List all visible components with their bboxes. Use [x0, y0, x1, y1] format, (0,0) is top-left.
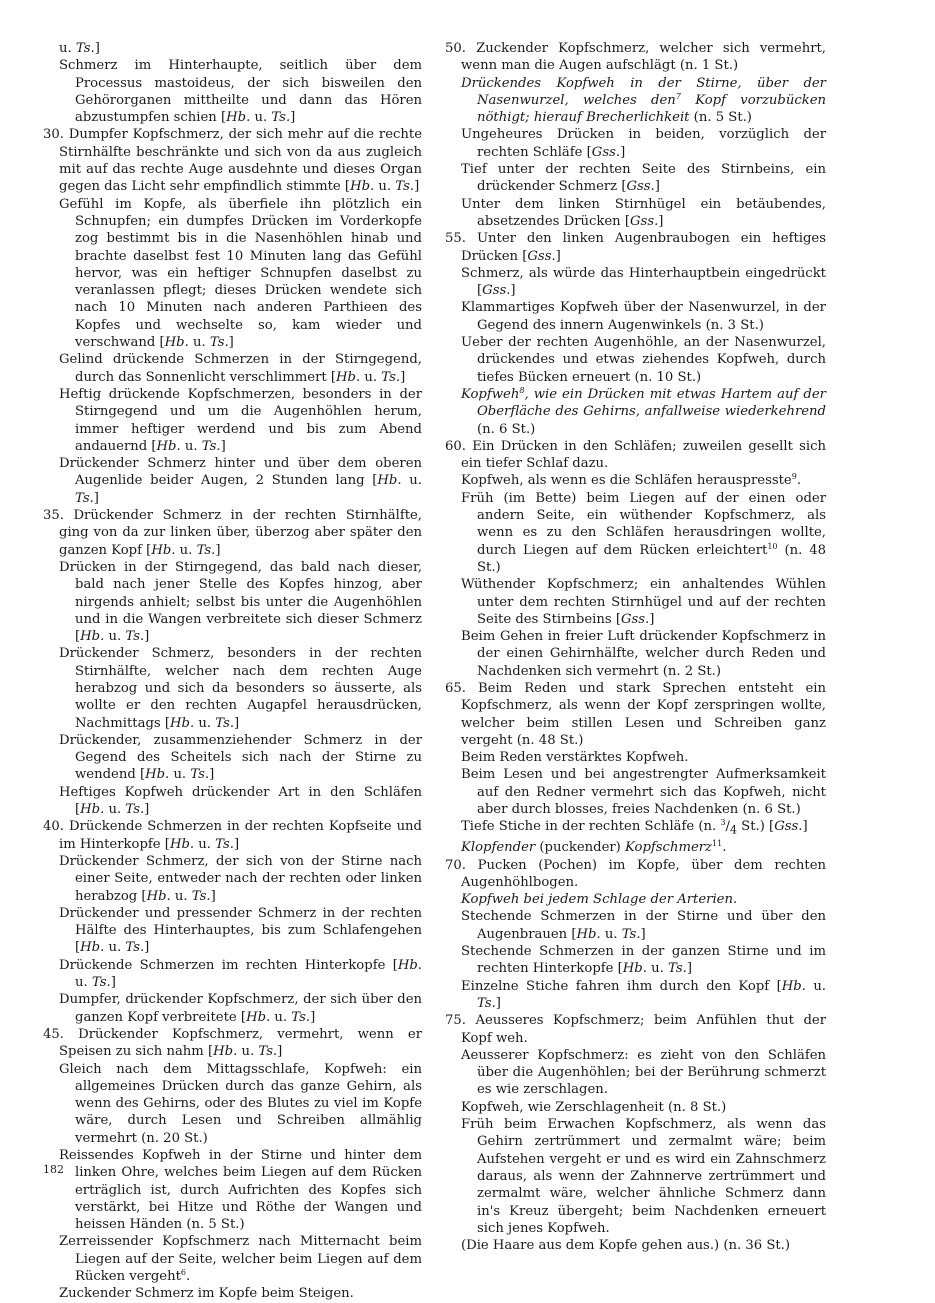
symptom-entry: Heftig drückende Kopfschmerzen, besonders in der Stirngegend und um die Augenhöhlen herum, immer heftiger werdend und bis zum Abend andauernd [Hb. u. Ts.]: [59, 386, 422, 454]
symptom-entry-numbered: 45. Drückender Kopfschmerz, vermehrt, wenn er Speisen zu sich nahm [Hb. u. Ts.]: [43, 1026, 422, 1060]
symptom-entry-numbered: 55. Unter den linken Augenbraubogen ein heftiges Drücken [Gss.]: [445, 231, 826, 264]
symptom-entry: Tiefe Stiche in der rechten Schläfe (n. $^3/_4$ St.) [Gss.]: [461, 818, 808, 837]
symptom-entry: Wüthender Kopfschmerz; ein anhaltendes Wühlen unter dem rechten Stirnhügel und auf der rechten Seite des Stirnbeins [Gss.]: [461, 577, 826, 627]
symptom-entry: Drückender Schmerz, der sich von der Stirne nach einer Seite, entweder nach der rechten oder linken herabzog [Hb. u. Ts.]: [59, 853, 422, 904]
symptom-entry: Kopfweh$^8$, wie ein Drücken mit etwas Hartem auf der Oberfläche des Gehirns, anfallweise wiederkehrend (n. 6 St.): [461, 385, 826, 437]
symptom-entry: Beim Lesen und bei angestrengter Aufmerksamkeit auf den Redner vermehrt sich das Kopfweh, nicht aber durch blosses, freies Nachdenken (n. 6 St.): [461, 767, 826, 818]
symptom-entry-numbered: 75. Aeusseres Kopfschmerz; beim Anfühlen thut der Kopf weh.: [445, 1013, 826, 1046]
right-column: [445, 40, 826, 1254]
symptom-entry: Dumpfer, drückender Kopfschmerz, der sich über den ganzen Kopf verbreitete [Hb. u. Ts.]: [59, 992, 422, 1025]
symptom-entry: Tief unter der rechten Seite des Stirnbeins, ein drückender Schmerz [Gss.]: [461, 162, 826, 195]
symptom-entry-numbered: 50. Zuckender Kopfschmerz, welcher sich vermehrt, wenn man die Augen aufschlägt (n. 1 St.): [445, 41, 826, 74]
symptom-entry: Zerreissender Kopfschmerz nach Mitternacht beim Liegen auf der Seite, welcher beim Liegen auf dem Rücken vergeht$^6$.: [59, 1234, 422, 1285]
symptom-entry: Aeusserer Kopfschmerz: es zieht von den Schläfen über die Augenhöhlen; bei der Berührung schmerzt es wie zerschlagen.: [461, 1047, 826, 1098]
symptom-entry: Drückender und pressender Schmerz in der rechten Hälfte des Hinterhauptes, bis zum Schlafengehen [Hb. u. Ts.]: [59, 905, 422, 956]
symptom-entry: Heftiges Kopfweh drückender Art in den Schläfen [Hb. u. Ts.]: [59, 784, 422, 818]
symptom-entry-numbered: 60. Ein Drücken in den Schläfen; zuweilen gesellt sich ein tiefer Schlaf dazu.: [445, 438, 826, 472]
symptom-entry: (Die Haare aus dem Kopfe gehen aus.) (n. 36 St.): [461, 1238, 791, 1254]
symptom-entry: Stechende Schmerzen in der Stirne und über den Augenbrauen [Hb. u. Ts.]: [461, 909, 826, 942]
symptom-entry: Drückender Schmerz, besonders in der rechten Stirnhälfte, welcher nach dem rechten Auge herabzog und sich da besonders so äusserte, als wollte er den rechten Augapfel herausdrücken, Nachmittags [Hb. u. Ts.]: [59, 646, 422, 731]
symptom-entry: Unter dem linken Stirnhügel ein betäubendes, absetzendes Drücken [Gss.]: [461, 196, 826, 229]
symptom-entry: Gefühl im Kopfe, als überfiele ihn plötzlich ein Schnupfen; ein dumpfes Drücken im Vorderkopfe zog bestimmt bis in die Nasenhöhlen hinab und brachte daselbst fest 10 Minuten lang das Gefühl hervor, was ein heftiger Schnupfen daselbst zu veranlassen pflegt; dieses Drücken wendete sich nach 10 Minuten nach anderen Parthieen des Kopfes und wechselte so, kam wieder und verschwand [Hb. u. Ts.]: [59, 196, 422, 351]
symptom-entry: Beim Reden verstärktes Kopfweh.: [461, 750, 689, 766]
symptom-entry: Klopfender (puckender) Kopfschmerz$^{11}$.: [461, 839, 727, 856]
symptom-entry: Drücken in der Stirngegend, das bald nach dieser, bald nach jener Stelle des Kopfes hinzog, aber nirgends anhielt; selbst bis unter die Augenhöhlen und in die Wangen verbreitete sich dieser Schmerz [Hb. u. Ts.]: [59, 559, 422, 645]
symptom-entry-numbered: 70. Pucken (Pochen) im Kopfe, über dem rechten Augenhöhlbogen.: [445, 857, 826, 890]
symptom-entry: Einzelne Stiche fahren ihm durch den Kopf [Hb. u. Ts.]: [461, 978, 826, 1011]
symptom-entry: Drückendes Kopfweh in der Stirne, über der Nasenwurzel, welches den$^7$ Kopf vorzubücken nöthigt; hierauf Brecherlichkeit (n. 5 St.): [461, 75, 826, 126]
symptom-entry: Kopfweh, wie Zerschlagenheit (n. 8 St.): [461, 1099, 727, 1115]
symptom-entry: Schmerz im Hinterhaupte, seitlich über dem Processus mastoideus, der sich bisweilen den Gehörorganen mittheilte und dann das Hören abzustumpfen schien [Hb. u. Ts.]: [59, 58, 422, 126]
symptom-entry: Kopfweh, als wenn es die Schläfen herauspresste$^9$.: [461, 472, 802, 489]
symptom-entry-numbered: 40. Drückende Schmerzen in der rechten Kopfseite und im Hinterkopfe [Hb. u. Ts.]: [43, 819, 422, 852]
symptom-entry: Früh (im Bette) beim Liegen auf der einen oder andern Seite, ein wüthender Kopfschmerz, als wenn es zu den Schläfen herausdringen wollte, durch Liegen auf dem Rücken erleichtert$^{10}$ (n. 48 St.): [461, 490, 826, 575]
symptom-entry: Gelind drückende Schmerzen in der Stirngegend, durch das Sonnenlicht verschlimmert [Hb. u. Ts.]: [59, 352, 422, 385]
symptom-entry: Drückender Schmerz hinter und über dem oberen Augenlide beider Augen, 2 Stunden lang [Hb. u. Ts.]: [59, 456, 422, 506]
page-number: 182: [43, 1163, 64, 1176]
left-column: [43, 40, 422, 1303]
symptom-entry-numbered: 35. Drückender Schmerz in der rechten Stirnhälfte, ging von da zur linken über, überzog aber später den ganzen Kopf [Hb. u. Ts.]: [43, 508, 422, 558]
symptom-entry: Drückende Schmerzen im rechten Hinterkopfe [Hb. u. Ts.]: [59, 957, 422, 991]
symptom-entry: Drückender, zusammenziehender Schmerz in der Gegend des Scheitels sich nach der Stirne zu wendend [Hb. u. Ts.]: [59, 732, 422, 783]
symptom-entry: Beim Gehen in freier Luft drückender Kopfschmerz in der einen Gehirnhälfte, welcher durch Reden und Nachdenken sich vermehrt (n. 2 St.): [461, 629, 826, 679]
symptom-entry: u. Ts.]: [59, 41, 100, 56]
symptom-entry: Schmerz, als würde das Hinterhauptbein eingedrückt [Gss.]: [461, 265, 826, 299]
symptom-entry: Kopfweh bei jedem Schlage der Arterien.: [461, 892, 738, 908]
symptom-entry: Klammartiges Kopfweh über der Nasenwurzel, in der Gegend des innern Augenwinkels (n. 3 St.): [461, 300, 826, 333]
symptom-entry: Ueber der rechten Augenhöhle, an der Nasenwurzel, drückendes und etwas ziehendes Kopfweh, durch tiefes Bücken erneuert (n. 10 St.): [461, 335, 826, 385]
symptom-entry: Ungeheures Drücken in beiden, vorzüglich der rechten Schläfe [Gss.]: [461, 127, 826, 160]
symptom-entry: Reissendes Kopfweh in der Stirne und hinter dem linken Ohre, welches beim Liegen auf dem Rücken erträglich ist, durch Aufrichten des Kopfes sich verstärkt, bei Hitze und Röthe der Wangen und heissen Händen (n. 5 St.): [59, 1148, 422, 1233]
symptom-entry: Stechende Schmerzen in der ganzen Stirne und im rechten Hinterkopfe [Hb. u. Ts.]: [461, 944, 826, 977]
symptom-entry: Früh beim Erwachen Kopfschmerz, als wenn das Gehirn zertrümmert und zermalmt wäre; beim Aufstehen vergeht er und es wird ein Zahnschmerz daraus, als wenn der Zahnnerve zertrümmert und zermalmt wäre, welcher ähnliche Schmerz dann in's Kreuz übergeht; beim Nachdenken erneuert sich jenes Kopfweh.: [461, 1117, 826, 1236]
symptom-entry: Zuckender Schmerz im Kopfe beim Steigen.: [59, 1286, 354, 1302]
symptom-entry: Gleich nach dem Mittagsschlafe, Kopfweh: ein allgemeines Drücken durch das ganze Gehirn, als wenn des Gehirns, oder des Blutes zu viel im Kopfe wäre, durch Lesen und Schreiben allmählig vermehrt (n. 20 St.): [59, 1061, 422, 1146]
symptom-entry-numbered: 30. Dumpfer Kopfschmerz, der sich mehr auf die rechte Stirnhälfte beschränkte und sich von da aus zugleich mit auf das rechte Auge ausdehnte und dieses Organ gegen das Licht sehr empfindlich stimmte [Hb. u. Ts.]: [43, 127, 422, 195]
symptom-entry-numbered: 65. Beim Reden und stark Sprechen entsteht ein Kopfschmerz, als wenn der Kopf zerspringen wollte, welcher beim stillen Lesen und Schreiben ganz vergeht (n. 48 St.): [445, 680, 826, 748]
